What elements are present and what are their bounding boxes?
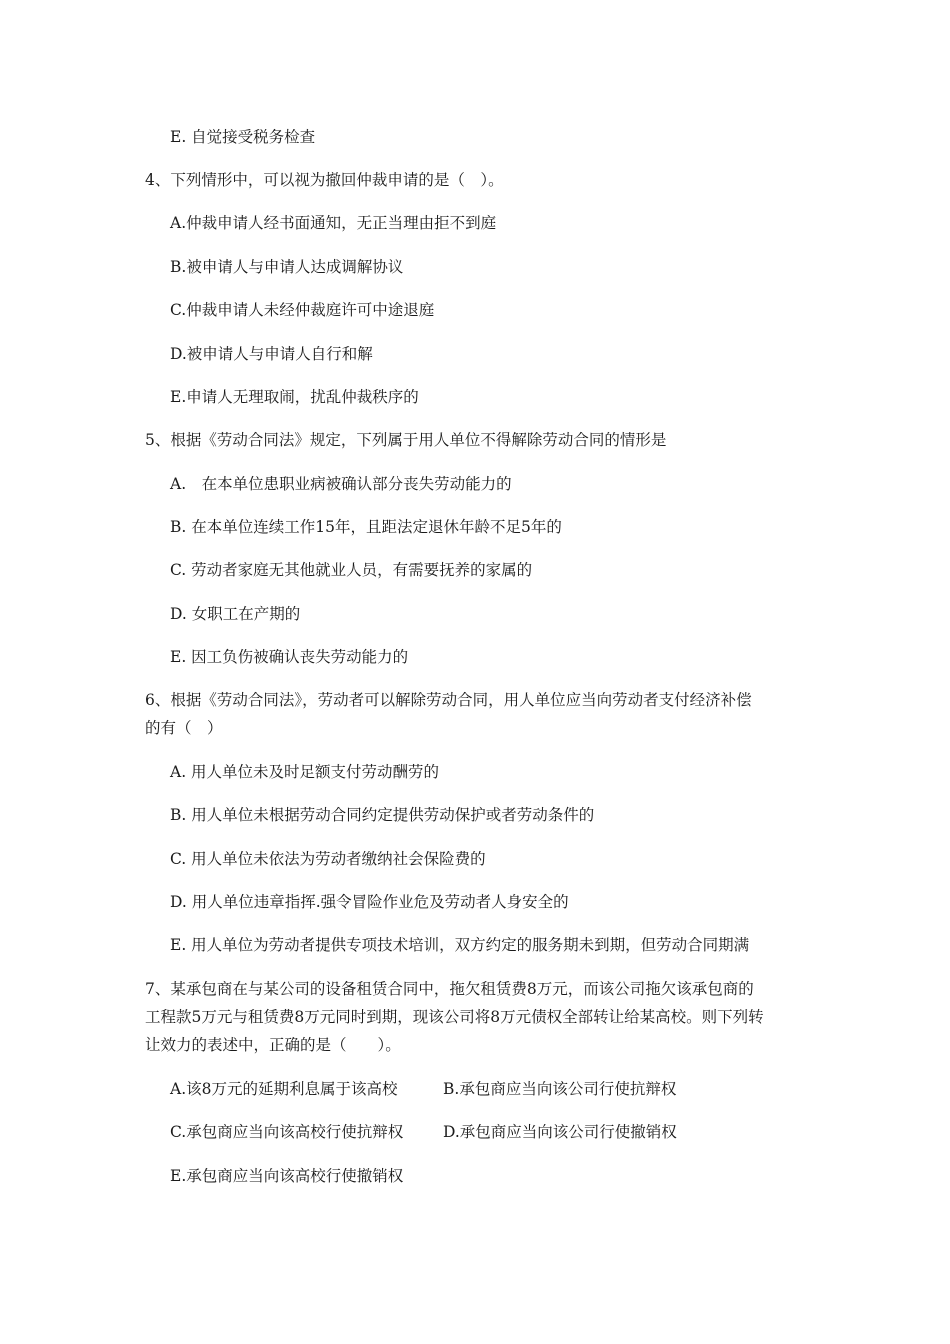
q4-option-c: C.仲裁申请人未经仲裁庭许可中途退庭 — [170, 301, 435, 319]
q4-stem: 4、下列情形中，可以视为撤回仲裁申请的是（ ）。 — [145, 171, 504, 189]
q5-option-a: A. 在本单位患职业病被确认部分丧失劳动能力的 — [170, 475, 512, 493]
q6-option-a: A. 用人单位未及时足额支付劳动酬劳的 — [170, 763, 440, 781]
q4-option-e: E.申请人无理取闹，扰乱仲裁秩序的 — [170, 388, 419, 406]
q5-option-c: C. 劳动者家庭无其他就业人员，有需要抚养的家属的 — [170, 561, 533, 579]
q6-option-e: E. 用人单位为劳动者提供专项技术培训，双方约定的服务期未到期，但劳动合同期满 — [170, 936, 750, 954]
q5-option-d: D. 女职工在产期的 — [170, 605, 301, 623]
q4-option-a: A.仲裁申请人经书面通知，无正当理由拒不到庭 — [170, 214, 497, 232]
q6-option-d: D. 用人单位违章指挥.强令冒险作业危及劳动者人身安全的 — [170, 893, 569, 911]
q7-option-c: C.承包商应当向该高校行使抗辩权 — [170, 1123, 404, 1141]
q4-option-d: D.被申请人与申请人自行和解 — [170, 345, 373, 363]
q5-stem: 5、根据《劳动合同法》规定，下列属于用人单位不得解除劳动合同的情形是 — [145, 431, 667, 449]
q4-option-b: B.被申请人与申请人达成调解协议 — [170, 258, 404, 276]
q7-option-e: E.承包商应当向该高校行使撤销权 — [170, 1167, 404, 1185]
q7-option-a: A.该8万元的延期利息属于该高校 — [170, 1080, 398, 1098]
q7-stem-line1: 7、某承包商在与某公司的设备租赁合同中，拖欠租赁费8万元，而该公司拖欠该承包商的 — [145, 980, 754, 998]
q5-option-e: E. 因工负伤被确认丧失劳动能力的 — [170, 648, 409, 666]
q7-stem-line2: 工程款5万元与租赁费8万元同时到期，现该公司将8万元债权全部转让给某高校。则下列转 — [145, 1008, 764, 1026]
q3-option-e: E. 自觉接受税务检查 — [170, 128, 316, 146]
q6-stem-line2: 的有（ ） — [145, 719, 223, 737]
q6-option-c: C. 用人单位未依法为劳动者缴纳社会保险费的 — [170, 850, 486, 868]
q7-stem-line3: 让效力的表述中，正确的是（ ）。 — [145, 1036, 401, 1054]
q7-option-d: D.承包商应当向该公司行使撤销权 — [443, 1123, 677, 1141]
q5-option-b: B. 在本单位连续工作15年，且距法定退休年龄不足5年的 — [170, 518, 562, 536]
q6-option-b: B. 用人单位未根据劳动合同约定提供劳动保护或者劳动条件的 — [170, 806, 595, 824]
q7-option-b: B.承包商应当向该公司行使抗辩权 — [443, 1080, 677, 1098]
q6-stem-line1: 6、根据《劳动合同法》，劳动者可以解除劳动合同，用人单位应当向劳动者支付经济补偿 — [145, 691, 752, 709]
